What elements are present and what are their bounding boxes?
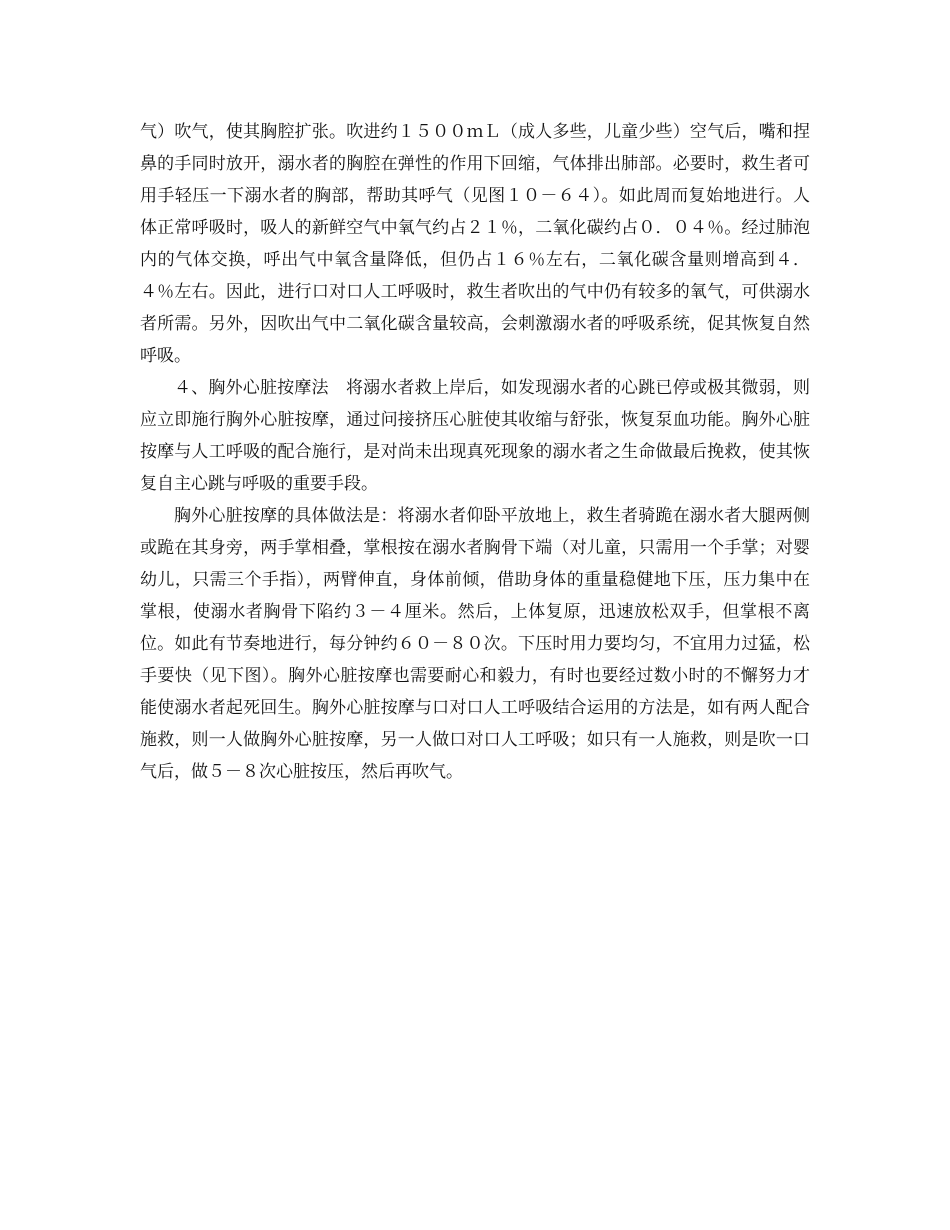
paragraph-chest-compression-intro-text: 将溺水者救上岸后，如发现溺水者的心跳已停或极其微弱，则应立即施行胸外心脏按摩，通过问接挤压心脏使其收缩与舒张，恢复泵血功能。胸外心脏按摩与人工呼吸的配合施行，是对尚未出现真死现象的溺水者之生命做最后挽救，使其恢复自主心跳与呼吸的重要手段。 xyxy=(140,378,810,494)
section-heading-chest-compression: ４、胸外心脏按摩法 xyxy=(174,378,329,398)
paragraph-artificial-respiration: 气）吹气，使其胸腔扩张。吹进约１５００ｍＬ（成人多些，儿童少些）空气后，嘴和捏鼻的手同时放开，溺水者的胸腔在弹性的作用下回缩，气体排出肺部。必要时，救生者可用手轻压一下溺水者的胸部，帮助其呼气（见图１０－６４）。如此周而复始地进行。人体正常呼吸时，吸人的新鲜空气中氧气约占２１％，二氧化碳约占０．０４％。经过肺泡内的气体交换，呼出气中氧含量降低，但仍占１６％左右，二氧化碳含量则增高到４．４％左右。因此，进行口对口人工呼吸时，救生者吹出的气中仍有较多的氧气，可供溺水者所需。另外，因吹出气中二氧化碳含量较高，会刺激溺水者的呼吸系统，促其恢复自然呼吸。 xyxy=(140,122,810,366)
paragraph-chest-compression-intro xyxy=(140,372,810,500)
paragraph-chest-compression-method: 胸外心脏按摩的具体做法是：将溺水者仰卧平放地上，救生者骑跪在溺水者大腿两侧或跪在其身旁，两手掌相叠，掌根按在溺水者胸骨下端（对儿童，只需用一个手掌；对婴幼儿，只需三个手指），两臂伸直，身体前倾，借助身体的重量稳健地下压，压力集中在掌根，使溺水者胸骨下陷约３－４厘米。然后，上体复原，迅速放松双手，但掌根不离位。如此有节奏地进行，每分钟约６０－８０次。下压时用力要均匀，不宜用力过猛，松手要快（见下图）。胸外心脏按摩也需要耐心和毅力，有时也要经过数小时的不懈努力才能使溺水者起死回生。胸外心脏按摩与口对口人工呼吸结合运用的方法是，如有两人配合施救，则一人做胸外心脏按摩，另一人做口对口人工呼吸；如只有一人施救，则是吹一口气后，做５－８次心脏按压，然后再吹气。 xyxy=(140,506,810,782)
document-body xyxy=(140,116,810,788)
